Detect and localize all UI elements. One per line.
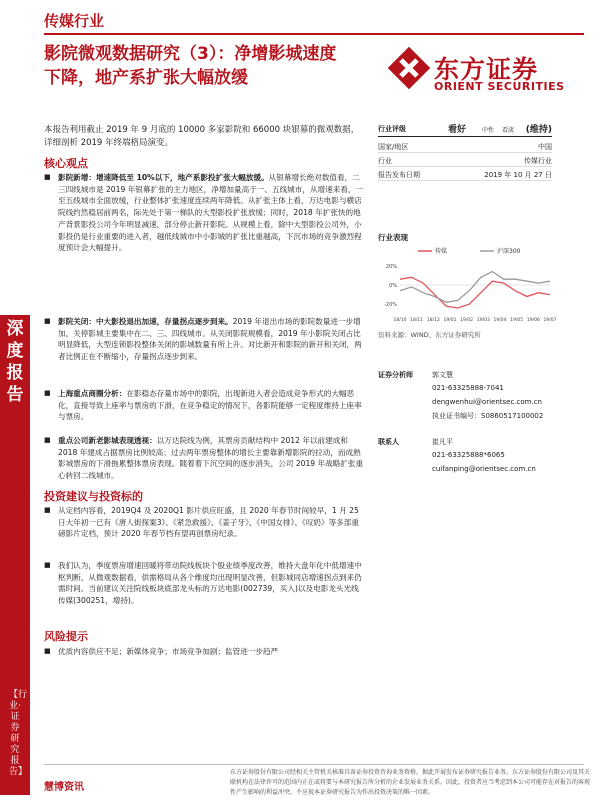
rating-label: 行业评级 [378, 125, 406, 133]
invest-heading: 投资建议与投资标的 [44, 490, 143, 503]
x-tick-label: 18/12 [426, 318, 440, 323]
bullet-icon: ■ [44, 317, 51, 325]
x-tick-label: 19/06 [526, 318, 540, 323]
logo-text-en: ORIENT SECURITIES [434, 80, 565, 93]
core-point-3 [44, 388, 366, 423]
info-value: 中国 [538, 143, 552, 151]
report-title [44, 42, 374, 90]
core-point-4-lead: 重点公司新老影城表现透视： [58, 436, 157, 445]
info-row [378, 168, 552, 181]
analyst-name: 郭文慧 [432, 371, 453, 379]
chart-source: 资料来源：WIND、东方证券研究所 [378, 331, 481, 339]
core-point-2 [44, 316, 366, 363]
info-value: 2019 年 10 月 27 日 [484, 171, 552, 179]
industry-performance-chart [378, 245, 557, 325]
footer-tag: 慧博资讯 [44, 782, 84, 793]
x-tick-label: 19/04 [493, 318, 507, 323]
core-point-1 [44, 172, 366, 254]
chart-title: 行业表现 [378, 233, 408, 242]
header-rule [44, 33, 584, 35]
bullet-icon: ■ [44, 647, 51, 655]
risk-point-1-body: 优质内容供应不足；新媒体竞争；市场竞争加剧；监管进一步趋严 [58, 647, 279, 656]
bullet-icon: ■ [44, 436, 51, 444]
logo-text-cn: 东方证券 [434, 55, 539, 84]
analyst-email[interactable]: dengwenhui@orientsec.com.cn [432, 398, 542, 406]
x-tick-label: 19/01 [443, 318, 457, 323]
x-tick-label: 19/05 [510, 318, 524, 323]
footer-rule [44, 764, 584, 765]
sidebar-subtitle: 【行业·证券研究报告】 [9, 690, 28, 777]
core-point-4-body: 以万达院线为例，其票房贡献结构中 2012 年以前建成和 2018 年建成占据票房比例较高；过去两年票房整体的增长主要靠新增影院的拉动，而成熟影城票房的下滑拖累整体票房表现。随着着下沉空间的逐步消失，公司 2019 年战略扩张重心转回二线城市。 [58, 436, 364, 481]
info-key: 行业 [378, 157, 392, 165]
orient-logo-icon [388, 47, 430, 89]
x-tick-label: 18/11 [410, 318, 424, 323]
invest-point-2-body: 我们认为，季度票房增速回暖将带动院线板块个股业绩季度改善，维持大盘年化中低增速中枢判断，从微观数据看，供需格局从各个维度均出现明显改善，但影城同店增速拐点到来仍需时间。当前建议关注院线板块底部龙头标的万达电影(002739，买入)以及电影龙头光线传媒(300251，增持)。 [58, 561, 362, 606]
x-tick-label: 19/07 [543, 318, 557, 323]
y-tick-label: 0% [389, 283, 397, 289]
rating-maintain: (维持) [525, 125, 552, 135]
contact-phone: 021-63325888*6065 [432, 451, 505, 459]
contact-email[interactable]: cuifanping@orientsec.com.cn [432, 465, 536, 473]
bullet-icon: ■ [44, 506, 51, 514]
analyst-phone: 021-63325888-7041 [432, 384, 504, 392]
info-key: 报告发布日期 [378, 171, 420, 179]
rating-option-2: 中性 [482, 127, 495, 134]
core-point-3-lead: 上海重点商圈分析： [58, 389, 127, 398]
rating-row [378, 122, 552, 137]
rating-option-3: 看淡 [502, 127, 515, 134]
bullet-icon: ■ [44, 173, 51, 181]
contact-name: 崔凡平 [432, 438, 453, 446]
core-point-4 [44, 435, 366, 482]
x-tick-label: 19/02 [460, 318, 474, 323]
rating-value: 看好 [448, 125, 467, 135]
analyst-role: 证券分析师 [378, 371, 413, 379]
x-tick-label: 19/03 [476, 318, 490, 323]
contact-role: 联系人 [378, 438, 399, 446]
invest-point-1 [44, 505, 366, 540]
invest-point-1-body: 从定档内容看，2019Q4 及 2020Q1 影片供应旺盛，且 2020 年春节时间较早，1 月 25 日大年初一已有《唐人街探案3》、《紧急救援》、《姜子牙》、《中国女排》、《叹奶》等多部重磅影片定档，预计 2020 年春节档有望再创票房纪录。 [58, 506, 359, 539]
industry-label: 传媒行业 [44, 12, 105, 30]
bullet-icon: ■ [44, 389, 51, 397]
core-point-1-lead: 影院新增：增速降低至 10%以下，地产系影投扩张大幅放缓。 [58, 173, 269, 182]
core-point-2-body: 2019 年退出市场的影院数量进一步增加，关停影城主要集中在二、三、四线城市。从关闭影院规模看，2019 年小影院关闭占比明显降低，大型连锁影投整体关闭的影城数量有所上升。对比新开和影院的新开和关闭，两者比例正在不断缩小，存量拐点逐步到来。 [58, 317, 362, 362]
core-heading: 核心观点 [44, 157, 88, 170]
invest-point-2 [44, 560, 366, 607]
info-value: 传媒行业 [524, 157, 552, 165]
analyst-license: 执业证书编号：S0860517100002 [432, 412, 544, 420]
info-row [378, 140, 552, 153]
legend-label: 传媒 [435, 248, 448, 255]
y-tick-label: -20% [384, 302, 397, 309]
info-row [378, 154, 552, 167]
risk-heading: 风险提示 [44, 630, 88, 643]
legend-label: 沪深300 [497, 248, 521, 255]
risk-point-1 [44, 646, 366, 658]
title-line-2: 下降，地产系扩张大幅放缓 [44, 68, 248, 88]
intro-paragraph: 本报告利用截止 2019 年 9 月底的 10000 多家影院和 66000 块银幕的微观数据，详细剖析 2019 年终端格局演变。 [44, 125, 360, 148]
core-point-2-lead: 影院关闭：中大影投退出加速，存量拐点逐步到来。 [58, 317, 233, 326]
core-point-1-body: 从银幕增长绝对数值看，二三四线城市是 2019 年银幕扩张的主力地区，净增加量高于一、五线城市，从增速来看，一至五线城市全面放缓，行业整体扩张速度连续两年降低。从扩张主体上看，万达电影与横店院线约然稳居前两名，际先处于第一梯队的大型影投扩张放缓；同时，2018 年扩张快的地产背景影投公司今年明显减速，部分停止新开影院。从规模上看，除中大型影投公司外，小影投仍是行业重要的进入者，越低线城市中小影城的扩张比重越高，下沉市场的竞争激烈程度预计会大幅提升。 [58, 173, 364, 253]
core-point-3-body: 在影稳态存量市场中的影院，出现新进入者会造成竞争形式的大幅恶化，直接导致上座率与票房的下滑，在竞争稳定的情况下，各影院能够一定程度维持上座率与票房。 [58, 389, 362, 422]
sidebar-title: 深度报告 [6, 319, 24, 405]
footer-disclaimer: 东方证券股份有限公司经相关主管机关核准具备证券投资咨询业务资格，据此开展发布证券研究报告业务。东方证券股份有限公司及其关联机构在法律许可的范围内正在或将要与本研究报告所分析的企业发展业务关系。因此，投资者应当考虑到本公司可能存在对报告的客观性产生影响的利益冲突，不应视本证券研究报告为作出投资决策的唯一因素。 [230, 769, 591, 796]
info-key: 国家/地区 [378, 143, 409, 151]
bullet-icon: ■ [44, 561, 51, 569]
x-tick-label: 18/10 [393, 318, 407, 323]
y-tick-label: 20% [385, 263, 397, 270]
title-line-1: 影院微观数据研究（3）：净增影城速度 [44, 44, 337, 64]
